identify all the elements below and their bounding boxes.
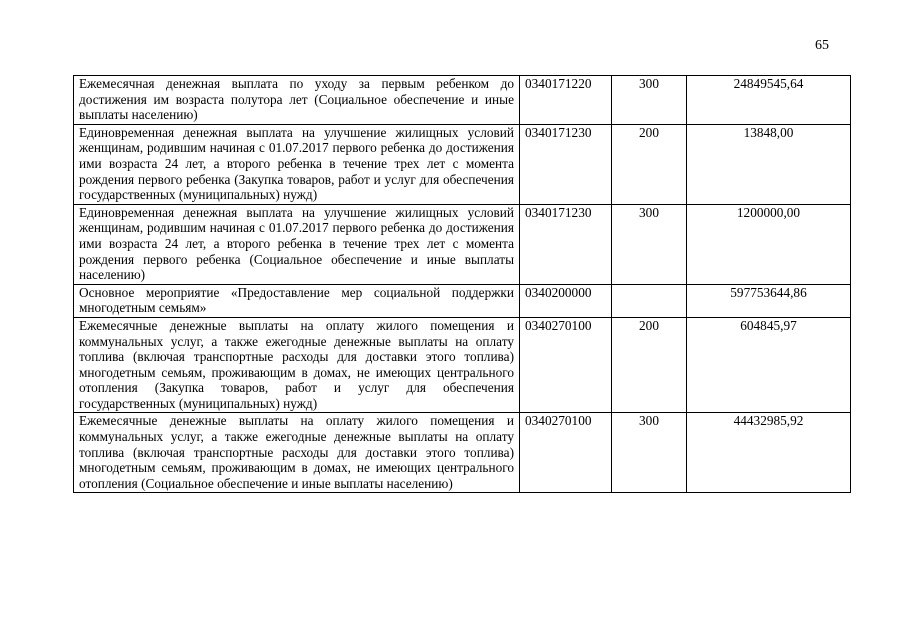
row-expense-type: 300: [612, 204, 687, 284]
table-row: [74, 413, 851, 493]
row-amount: 597753644,86: [687, 284, 851, 317]
row-target-code: 0340270100: [520, 413, 612, 493]
table-row: [74, 204, 851, 284]
row-amount: 13848,00: [687, 124, 851, 204]
table-row: [74, 284, 851, 317]
table-row: [74, 76, 851, 125]
row-description: Единовременная денежная выплата на улучшение жилищных условий женщинам, родившим начиная с 01.07.2017 первого ребенка до достижения ими возраста 24 лет, а второго ребенка в течение трех лет с момента рождения первого ребенка (Социальное обеспечение и иные выплаты населению): [74, 204, 520, 284]
row-target-code: 0340270100: [520, 317, 612, 413]
row-target-code: 0340171230: [520, 204, 612, 284]
row-amount: 604845,97: [687, 317, 851, 413]
row-description: Ежемесячная денежная выплата по уходу за первым ребенком до достижения им возраста полутора лет (Социальное обеспечение и иные выплаты населению): [74, 76, 520, 125]
table-row: [74, 124, 851, 204]
table-row: [74, 317, 851, 413]
row-amount: 1200000,00: [687, 204, 851, 284]
row-target-code: 0340200000: [520, 284, 612, 317]
row-expense-type: 200: [612, 124, 687, 204]
budget-table: [73, 75, 851, 493]
row-expense-type: 200: [612, 317, 687, 413]
page-number: 65: [815, 38, 829, 53]
row-description: Ежемесячные денежные выплаты на оплату жилого помещения и коммунальных услуг, а также ежегодные денежные выплаты на оплату топлива (включая транспортные расходы для доставки этого топлива) многодетным семьям, проживающим в домах, не имеющих центрального отопления (Закупка товаров, работ и услуг для обеспечения государственных (муниципальных) нужд): [74, 317, 520, 413]
row-description: Основное мероприятие «Предоставление мер социальной поддержки многодетным семьям»: [74, 284, 520, 317]
row-target-code: 0340171220: [520, 76, 612, 125]
row-expense-type: 300: [612, 76, 687, 125]
row-expense-type: [612, 284, 687, 317]
row-amount: 44432985,92: [687, 413, 851, 493]
row-description: Единовременная денежная выплата на улучшение жилищных условий женщинам, родившим начиная с 01.07.2017 первого ребенка до достижения ими возраста 24 лет, а второго ребенка в течение трех лет с момента рождения первого ребенка (Закупка товаров, работ и услуг для обеспечения государственных (муниципальных) нужд): [74, 124, 520, 204]
row-target-code: 0340171230: [520, 124, 612, 204]
row-description: Ежемесячные денежные выплаты на оплату жилого помещения и коммунальных услуг, а также ежегодные денежные выплаты на оплату топлива (включая транспортные расходы для доставки этого топлива) многодетным семьям, проживающим в домах, не имеющих центрального отопления (Социальное обеспечение и иные выплаты населению): [74, 413, 520, 493]
row-amount: 24849545,64: [687, 76, 851, 125]
row-expense-type: 300: [612, 413, 687, 493]
